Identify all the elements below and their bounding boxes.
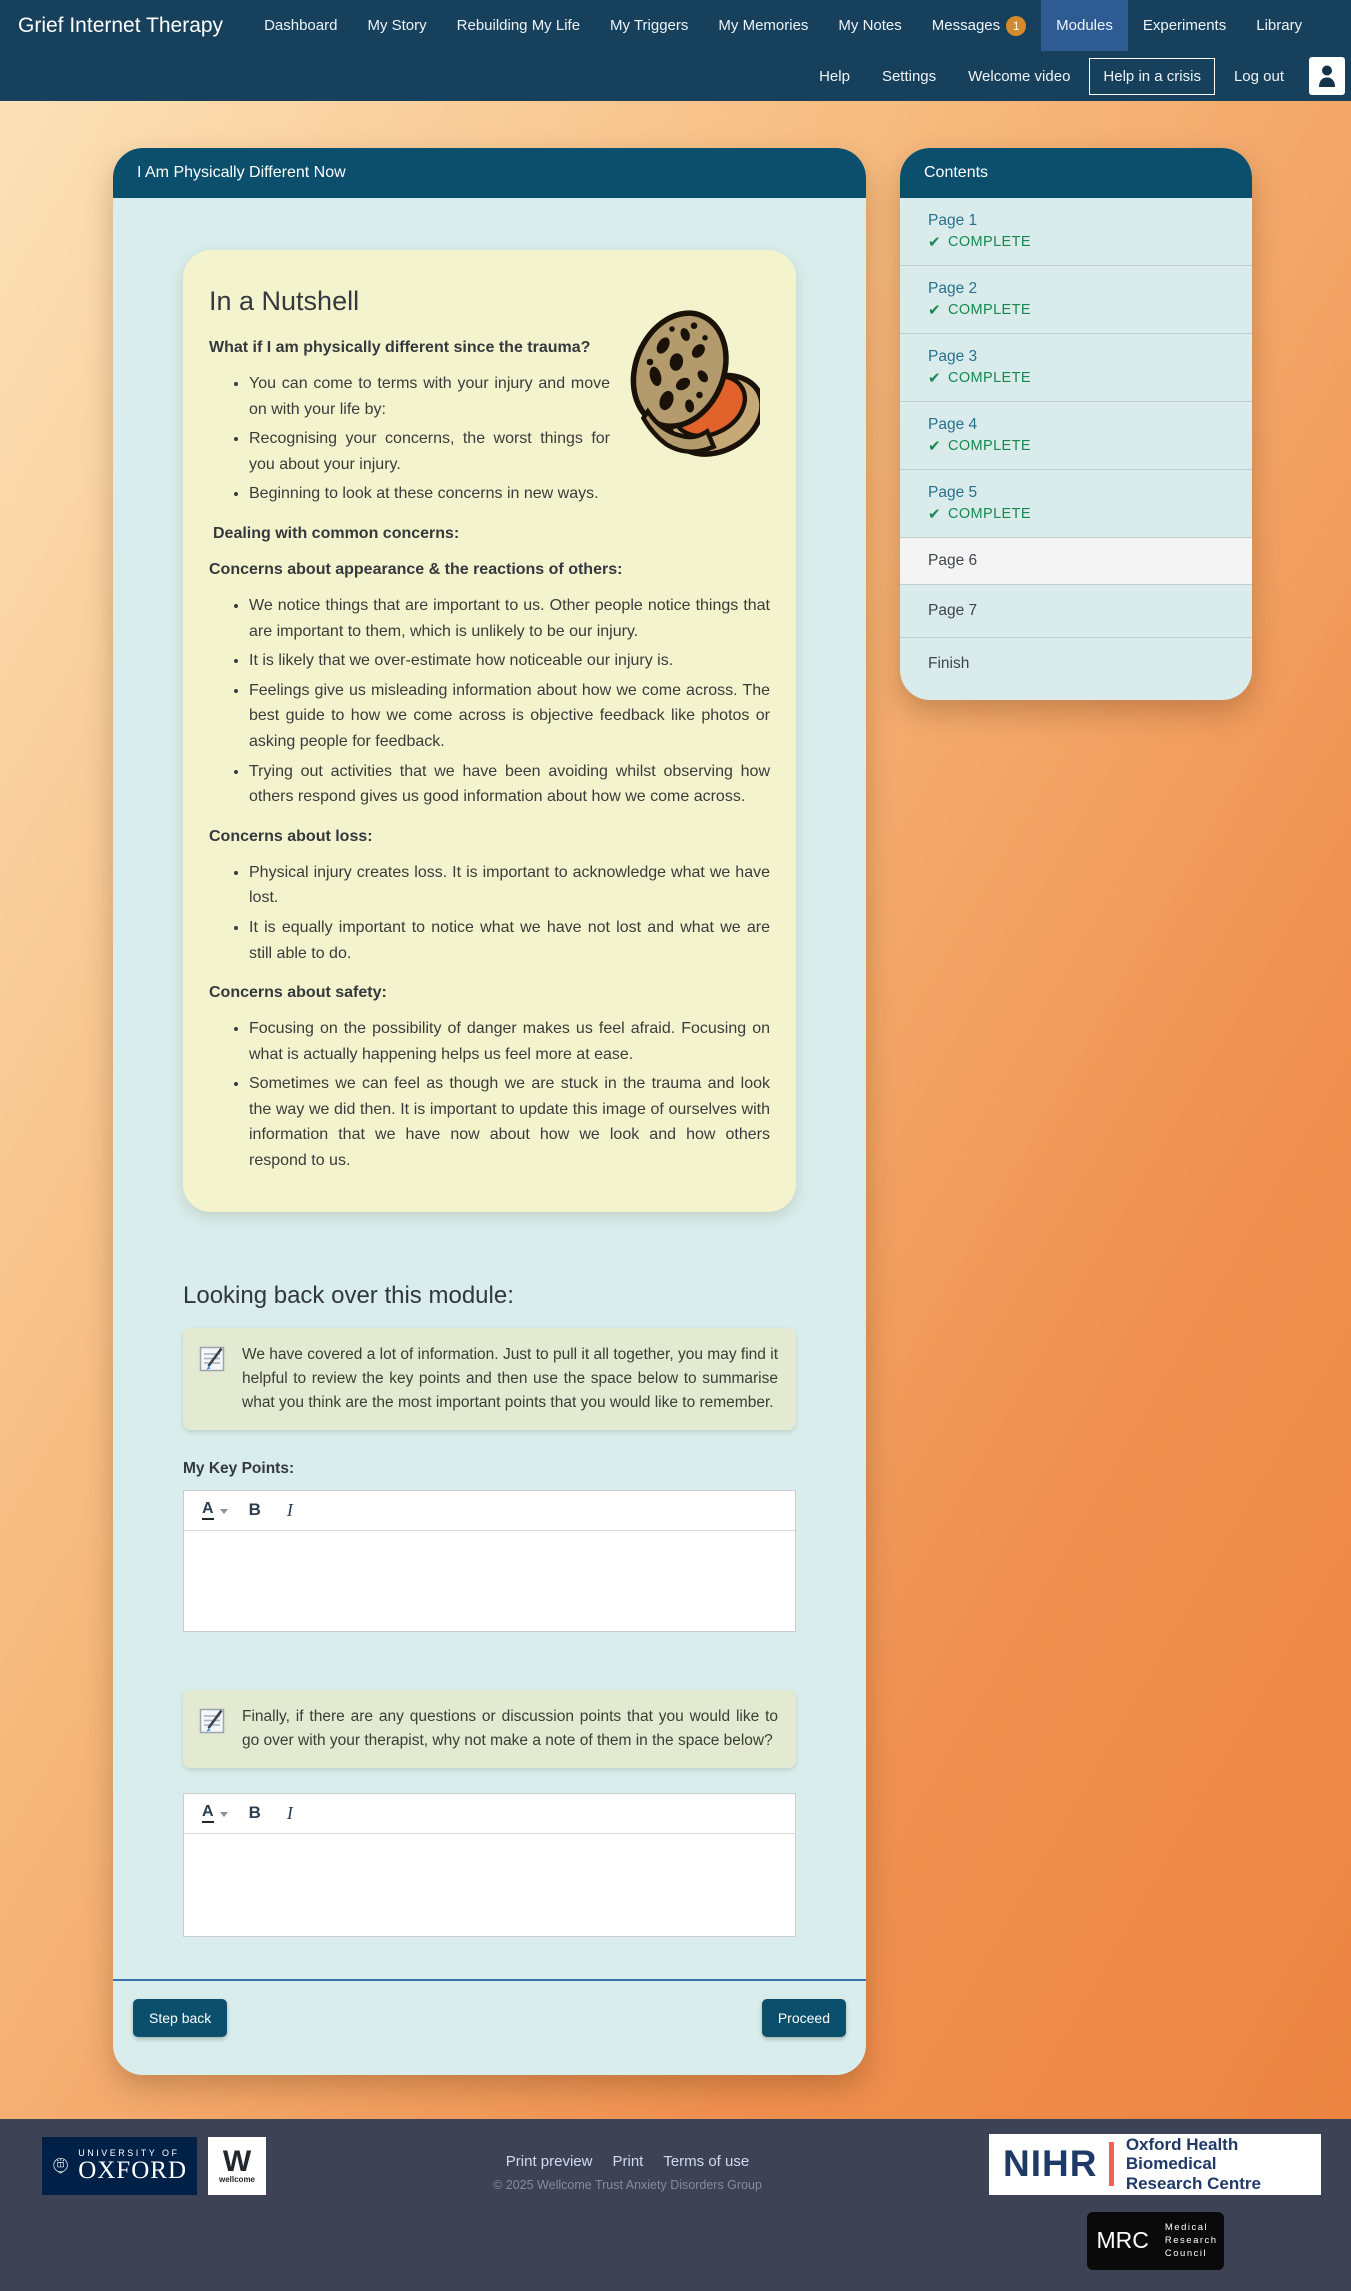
notepad-pencil-icon (199, 1707, 226, 1734)
page-link-label: Page 1 (928, 212, 978, 229)
heading-concerns-appearance: Concerns about appearance & the reactions of others: (209, 560, 623, 578)
key-points-editor (183, 1490, 796, 1632)
nihr-divider (1109, 2142, 1113, 2186)
module-footer-buttons (133, 1981, 846, 2061)
footer-links (506, 2153, 749, 2170)
text-color-button[interactable] (198, 1801, 232, 1825)
check-icon: ✔ (928, 234, 941, 251)
contents-page-3[interactable] (900, 334, 1252, 402)
review-note-box (183, 1328, 796, 1430)
status-badge: ✔ COMPLETE (928, 370, 1031, 387)
module-body (113, 198, 866, 2075)
contents-page-2[interactable] (900, 266, 1252, 334)
bullet-item: • Beginning to look at these concerns in new ways. (249, 481, 770, 507)
status-badge: ✔ COMPLETE (928, 506, 1031, 523)
primary-nav (0, 0, 1351, 51)
nihr-text-line1: Oxford Health Biomedical (1125, 2134, 1239, 2174)
italic-button[interactable]: I (286, 1802, 293, 1823)
secondary-nav (0, 51, 1351, 101)
bullet-item: • It is likely that we over-estimate how noticeable our injury is. (249, 648, 770, 674)
mrc-text-line: Medical (1164, 2222, 1209, 2234)
therapist-note-box (183, 1690, 796, 1768)
print-link[interactable]: Print (612, 2152, 644, 2170)
nav-item-messages[interactable] (917, 0, 1041, 51)
contents-page-1[interactable] (900, 198, 1252, 266)
notepad-pencil-icon (199, 1345, 226, 1372)
contents-title: Contents (900, 148, 1252, 198)
mrc-wordmark: MRC (1096, 2227, 1149, 2254)
bold-button[interactable]: B (248, 1500, 261, 1520)
bullet-item: • We notice things that are important to us. Other people notice things that are important to them, which is unlikely to be our injury. (249, 593, 770, 644)
check-icon: ✔ (928, 506, 941, 523)
footer-center (266, 2153, 989, 2192)
check-icon: ✔ (928, 370, 941, 387)
nav-item-settings[interactable]: Settings (881, 67, 937, 85)
oxford-text-line1: UNIVERSITY OF (78, 2148, 180, 2159)
brand-link[interactable]: Grief Internet Therapy (18, 13, 224, 37)
heading-concerns-safety: Concerns about safety: (209, 984, 387, 1002)
my-key-points-label: My Key Points: (183, 1459, 295, 1477)
mrc-logo (1087, 2212, 1224, 2270)
nutshell-bullets-4 (209, 1016, 770, 1174)
footer-logos-left (42, 2137, 266, 2195)
page-link-label: Page 3 (928, 348, 978, 365)
contents-page-6-current[interactable] (900, 538, 1252, 585)
bullet-item: • You can come to terms with your injury and move on with your life by: (249, 371, 770, 422)
contents-panel (900, 148, 1252, 700)
nav-item-library[interactable]: Library (1256, 17, 1303, 34)
bullet-item: • Physical injury creates loss. It is important to acknowledge what we have lost. (249, 860, 770, 911)
wellcome-trust-logo (208, 2137, 266, 2195)
page-link-label: Finish (928, 655, 970, 672)
nav-item-my-triggers[interactable]: My Triggers (610, 17, 689, 34)
nutshell-title: In a Nutshell (209, 286, 360, 316)
status-badge: ✔ COMPLETE (928, 302, 1031, 319)
editor-toolbar (184, 1794, 795, 1834)
nav-item-my-notes[interactable]: My Notes (838, 17, 902, 34)
page-link-label: Page 2 (928, 280, 978, 297)
mrc-text-line: Council (1164, 2248, 1208, 2260)
nav-item-help[interactable]: Help (819, 67, 850, 85)
top-navbar (0, 0, 1351, 101)
messages-count-badge: 1 (1006, 16, 1026, 36)
module-inner (133, 250, 846, 1937)
user-avatar-button[interactable] (1309, 57, 1345, 95)
oxford-text-line2: OXFORD (78, 2157, 187, 2185)
heading-concerns-loss: Concerns about loss: (209, 827, 373, 845)
oxford-university-logo (42, 2137, 197, 2195)
heading-dealing-with-concerns: Dealing with common concerns: (213, 524, 460, 542)
contents-page-7 (900, 585, 1252, 638)
contents-page-4[interactable] (900, 402, 1252, 470)
nav-item-welcome-video[interactable]: Welcome video (968, 67, 1071, 85)
page-link-label: Page 6 (928, 552, 978, 569)
looking-back-title: Looking back over this module: (183, 1281, 514, 1309)
editor-toolbar (184, 1491, 795, 1531)
person-icon (1317, 64, 1337, 88)
step-back-button[interactable]: Step back (133, 1999, 227, 2037)
nutshell-bullets-2 (209, 593, 770, 810)
font-color-icon: A (202, 1500, 214, 1520)
in-a-nutshell-card (183, 250, 796, 1212)
footer-logos-right (989, 2134, 1321, 2270)
nutshell-bullets-3 (209, 860, 770, 966)
contents-finish (900, 638, 1252, 700)
copyright-text: © 2025 Wellcome Trust Anxiety Disorders Group (493, 2177, 762, 2192)
wellcome-text: wellcome (218, 2174, 255, 2184)
nihr-wordmark: NIHR (1003, 2143, 1098, 2185)
nav-item-rebuilding-my-life[interactable]: Rebuilding My Life (456, 17, 581, 34)
bullet-item: • It is equally important to notice what we have not lost and what we are still able to do. (249, 915, 770, 966)
nav-item-log-out[interactable]: Log out (1233, 67, 1284, 85)
check-icon: ✔ (928, 302, 941, 319)
text-color-button[interactable] (198, 1498, 232, 1522)
font-color-icon: A (202, 1803, 214, 1823)
status-badge: ✔ COMPLETE (928, 438, 1031, 455)
chevron-down-icon (220, 1509, 228, 1514)
nav-item-experiments[interactable]: Experiments (1142, 17, 1227, 34)
module-card (113, 148, 866, 2075)
messages-label: Messages (931, 17, 1001, 34)
page-content (0, 101, 1351, 2075)
nav-item-my-story[interactable]: My Story (367, 17, 427, 34)
contents-page-5[interactable] (900, 470, 1252, 538)
bullet-item: • Recognising your concerns, the worst things for you about your injury. (249, 426, 770, 477)
bold-button[interactable]: B (248, 1803, 261, 1823)
terms-of-use-link[interactable]: Terms of use (663, 2152, 750, 2170)
check-icon: ✔ (928, 438, 941, 455)
page-link-label: Page 5 (928, 484, 978, 501)
proceed-button[interactable]: Proceed (762, 1999, 846, 2037)
bullet-item: • Sometimes we can feel as though we are stuck in the trauma and look the way we did then. It is important to update this image of ourselves with information that we have now about how we look and how others respond to us. (249, 1071, 770, 1173)
page-link-label: Page 4 (928, 416, 978, 433)
nav-item-modules[interactable]: Modules (1041, 0, 1128, 51)
primary-nav-items (249, 0, 1317, 51)
help-in-a-crisis-button[interactable]: Help in a crisis (1089, 58, 1215, 95)
bullet-item: • Feelings give us misleading information about how we come across. The best guide to how we come across is objective feedback like photos or asking people for feedback. (249, 678, 770, 755)
key-points-textarea[interactable] (184, 1531, 795, 1631)
therapist-note-text: Finally, if there are any questions or discussion points that you would like to go over with your therapist, why not make a note of them in the space below? (242, 1707, 778, 1749)
nihr-logo (989, 2134, 1321, 2195)
nutshell-illustration (628, 300, 760, 468)
discussion-points-editor (183, 1793, 796, 1937)
print-preview-link[interactable]: Print preview (505, 2152, 593, 2170)
nav-item-dashboard[interactable]: Dashboard (264, 17, 338, 34)
status-badge: ✔ COMPLETE (928, 234, 1031, 251)
oxford-crest-icon (52, 2146, 69, 2186)
mrc-text-line: Research (1164, 2235, 1218, 2247)
bullet-item: • Focusing on the possibility of danger makes us feel afraid. Focusing on what is actually happening helps us feel more at ease. (249, 1016, 770, 1067)
page-link-label: Page 7 (928, 602, 978, 619)
review-note-text: We have covered a lot of information. Just to pull it all together, you may find it helpful to review the key points and then use the space below to summarise what you think are the most important points that you would like to remember. (242, 1345, 778, 1411)
page-footer (0, 2119, 1351, 2291)
wellcome-w: W (222, 2144, 252, 2178)
nav-item-my-memories[interactable]: My Memories (718, 17, 809, 34)
chevron-down-icon (220, 1812, 228, 1817)
discussion-points-textarea[interactable] (184, 1834, 795, 1936)
nihr-text-line2: Research Centre (1125, 2174, 1261, 2193)
nutshell-question: What if I am physically different since the trauma? (209, 339, 591, 356)
module-title: I Am Physically Different Now (113, 148, 866, 198)
bullet-item: • Trying out activities that we have been avoiding whilst observing how others respond gives us good information about how we come across. (249, 759, 770, 810)
italic-button[interactable]: I (286, 1499, 293, 1520)
